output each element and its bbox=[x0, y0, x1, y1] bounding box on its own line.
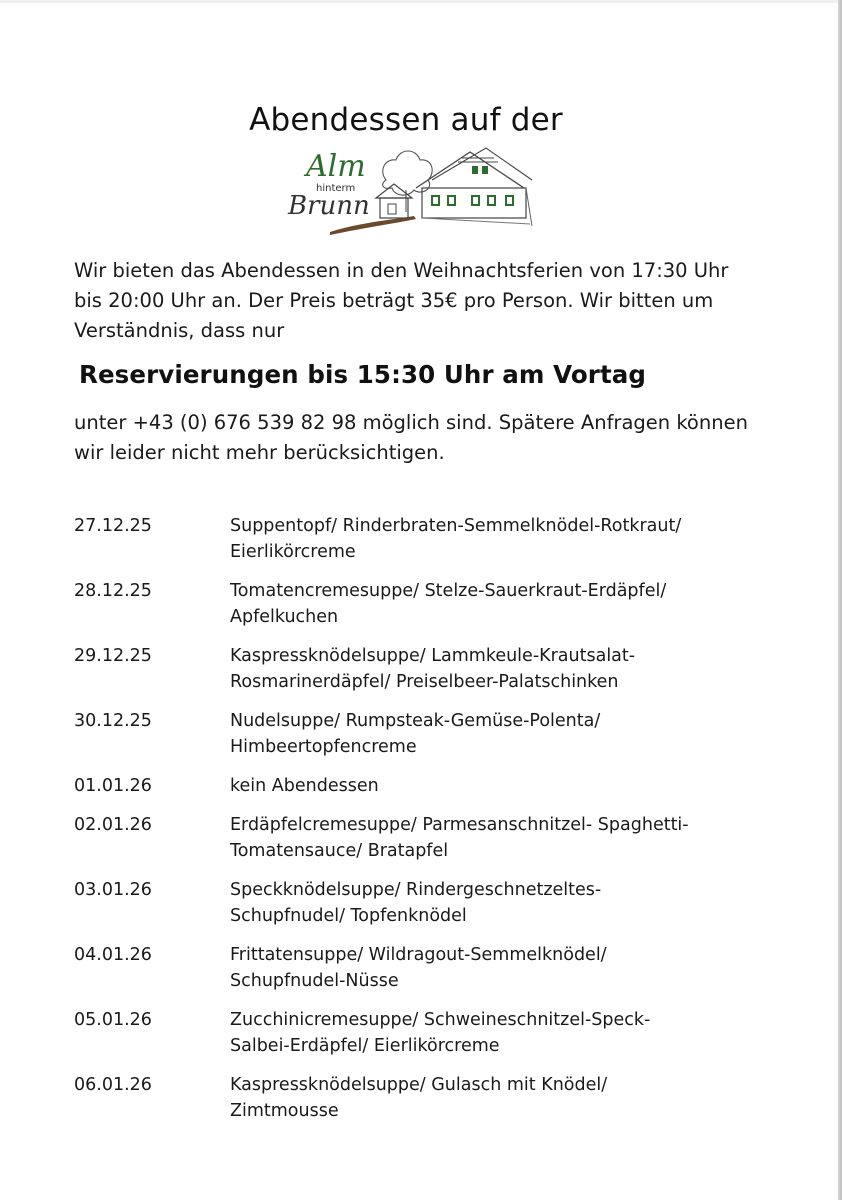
menu-row bbox=[74, 1072, 774, 1124]
menu-dish-line: Zimtmousse bbox=[230, 1101, 339, 1121]
menu-row bbox=[74, 1007, 774, 1059]
menu-dish-line: Rosmarinerdäpfel/ Preiselbeer-Palatschinken bbox=[230, 672, 619, 692]
menu-row bbox=[74, 942, 774, 994]
menu-dish-line: Frittatensuppe/ Wildragout-Semmelknödel/ bbox=[230, 945, 607, 965]
menu-row bbox=[74, 513, 774, 565]
page-top-edge bbox=[0, 0, 842, 3]
menu-dish bbox=[230, 708, 730, 760]
menu-dish bbox=[230, 1072, 730, 1124]
menu-dish bbox=[230, 1007, 730, 1059]
reservation-deadline-heading: Reservierungen bis 15:30 Uhr am Vortag bbox=[79, 360, 647, 389]
menu-dish-line: Tomatensauce/ Bratapfel bbox=[230, 841, 449, 861]
menu-dish-line: Apfelkuchen bbox=[230, 607, 339, 627]
intro-paragraph: Wir bieten das Abendessen in den Weihnachtsferien von 17:30 Uhr bis 20:00 Uhr an. Der Preis beträgt 35€ pro Person. Wir bitten um Verständnis, dass nur bbox=[74, 259, 729, 342]
menu-dish-line: Kaspressknödelsuppe/ Lammkeule-Krautsalat- bbox=[230, 646, 636, 666]
menu-row bbox=[74, 643, 774, 695]
menu-date: 03.01.26 bbox=[74, 880, 152, 900]
menu-dish-line: Speckknödelsuppe/ Rindergeschnetzeltes- bbox=[230, 880, 602, 900]
menu-dish bbox=[230, 513, 730, 565]
menu-row bbox=[74, 773, 774, 799]
menu-dish-line: Kaspressknödelsuppe/ Gulasch mit Knödel/ bbox=[230, 1075, 608, 1095]
logo-text-brunn: Brunn bbox=[288, 191, 370, 221]
menu-dish bbox=[230, 578, 730, 630]
menu-dish-line: Salbei-Erdäpfel/ Eierlikörcreme bbox=[230, 1036, 500, 1056]
menu-dish bbox=[230, 877, 730, 929]
menu-dish bbox=[230, 812, 730, 864]
menu-dish-line: Schupfnudel/ Topfenknödel bbox=[230, 906, 467, 926]
menu-row bbox=[74, 877, 774, 929]
menu-dish-line: Suppentopf/ Rinderbraten-Semmelknödel-Rotkraut/ bbox=[230, 516, 682, 536]
menu-dish-line: Nudelsuppe/ Rumpsteak-Gemüse-Polenta/ bbox=[230, 711, 601, 731]
alm-hinterm-brunn-logo bbox=[282, 140, 542, 240]
menu-dish-line: Himbeertopfencreme bbox=[230, 737, 417, 757]
menu-dish bbox=[230, 942, 730, 994]
menu-date: 30.12.25 bbox=[74, 711, 152, 731]
menu-dish-line: Zucchinicremesuppe/ Schweineschnitzel-Speck- bbox=[230, 1010, 651, 1030]
menu-date: 05.01.26 bbox=[74, 1010, 152, 1030]
menu-row bbox=[74, 708, 774, 760]
menu-dish bbox=[230, 773, 730, 799]
menu-date: 27.12.25 bbox=[74, 516, 152, 536]
menu-dish-line: Tomatencremesuppe/ Stelze-Sauerkraut-Erdäpfel/ bbox=[230, 581, 667, 601]
menu-dish-line: Schupfnudel-Nüsse bbox=[230, 971, 399, 991]
menu-date: 06.01.26 bbox=[74, 1075, 152, 1095]
menu-dish-line: Erdäpfelcremesuppe/ Parmesanschnitzel- Spaghetti- bbox=[230, 815, 689, 835]
menu-date: 02.01.26 bbox=[74, 815, 152, 835]
menu-date: 01.01.26 bbox=[74, 776, 152, 796]
page-title: Abendessen auf der bbox=[249, 102, 563, 138]
menu-dish bbox=[230, 643, 730, 695]
logo-text-hinterm: hinterm bbox=[316, 183, 356, 194]
dinner-menu-list bbox=[74, 513, 774, 1137]
menu-dish-line: Eierlikörcreme bbox=[230, 542, 356, 562]
menu-date: 29.12.25 bbox=[74, 646, 152, 666]
menu-dish-line: kein Abendessen bbox=[230, 776, 379, 796]
logo-text-alm: Alm bbox=[306, 149, 366, 184]
menu-date: 28.12.25 bbox=[74, 581, 152, 601]
menu-row bbox=[74, 812, 774, 864]
menu-row bbox=[74, 578, 774, 630]
menu-date: 04.01.26 bbox=[74, 945, 152, 965]
page-right-edge bbox=[838, 0, 842, 1200]
contact-paragraph: unter +43 (0) 676 539 82 98 möglich sind. Spätere Anfragen können wir leider nicht mehr berücksichtigen. bbox=[74, 411, 748, 464]
